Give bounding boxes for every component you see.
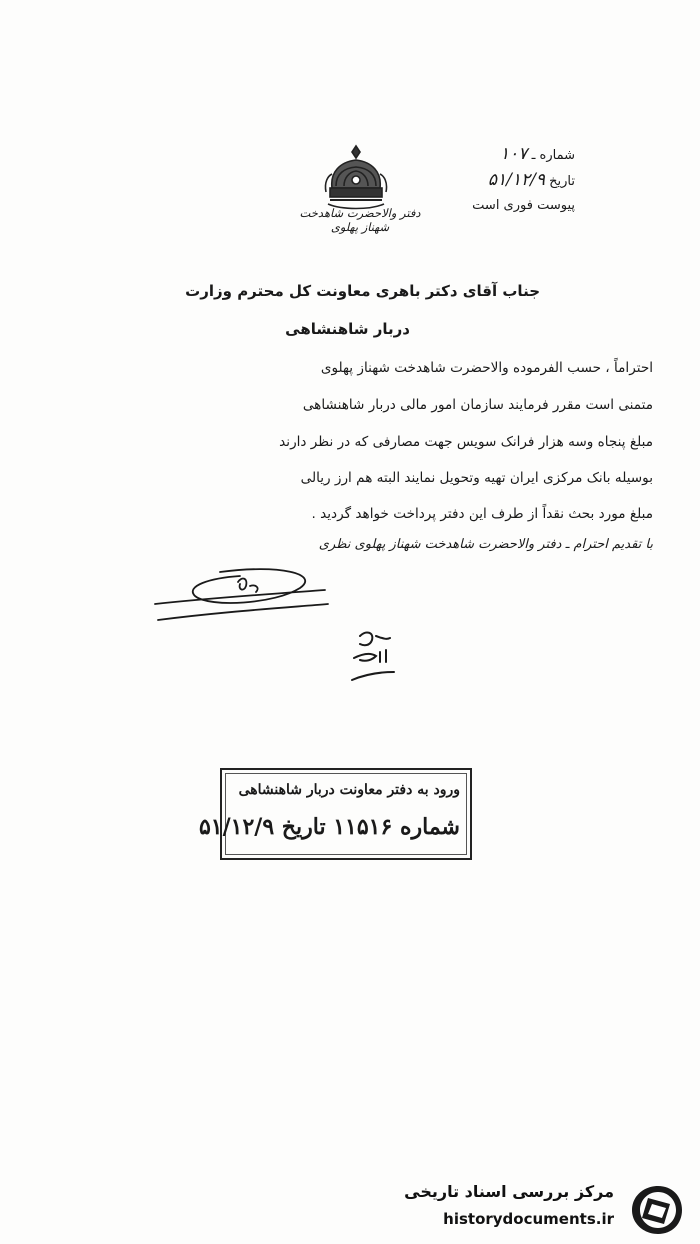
closing-line: با تقدیم احترام ـ دفتر والاحضرت شاهدخت شهناز پهلوی نظری	[318, 537, 653, 552]
body-line-5: مبلغ مورد بحث نقداً از طرف این دفتر پرداخت خواهد گردید .	[311, 506, 653, 522]
crown-emblem-icon	[322, 142, 390, 212]
body-line-3: مبلغ پنجاه وسه هزار فرانک سویس جهت مصارفی که در نظر دارند	[279, 434, 653, 450]
handwritten-signature-icon	[150, 560, 330, 630]
attachment-note: پیوست فوری است	[472, 198, 575, 213]
addressee-line-1: جناب آقای دکتر باهری معاونت کل محترم وزارت	[185, 282, 540, 300]
date-row	[455, 168, 575, 194]
registration-stamp	[198, 768, 472, 860]
addressee-line-2: دربار شاهنشاهی	[285, 320, 410, 338]
stamp-line-2: شماره ۱۱۵۱۶ تاریخ ۵۱/۱۲/۹	[198, 814, 460, 840]
handwritten-minute-icon	[340, 628, 400, 688]
body-line-2: متمنی است مقرر فرمایند سازمان امور مالی دربار شاهنشاهی	[302, 397, 653, 413]
history-documents-logo-icon	[626, 1184, 686, 1236]
footer-website: historydocuments.ir	[443, 1210, 614, 1228]
document-meta	[455, 142, 575, 218]
number-value: ۱۰۷	[500, 144, 528, 164]
number-row: شماره ـ ۱۰۷	[500, 144, 575, 164]
body-line-1: احتراماً ، حسب الفرموده والاحضرت شاهدخت شهناز پهلوی	[320, 360, 653, 376]
date-label: تاریخ	[549, 174, 575, 189]
office-name: دفتر والاحضرت شاهدخت شهناز پهلوی	[299, 206, 421, 234]
footer-org-name: مرکز بررسی اسناد تاریخی	[404, 1182, 614, 1201]
number-label: شماره	[539, 148, 575, 163]
body-line-4: بوسیله بانک مرکزی ایران تهیه وتحویل نمایند البته هم ارز ریالی	[300, 470, 653, 486]
footer-watermark	[404, 1182, 692, 1238]
date-value: ۵۱/۱۲/۹	[487, 170, 545, 190]
stamp-line-1: ورود به دفتر معاونت دربار شاهنشاهی	[238, 782, 460, 798]
